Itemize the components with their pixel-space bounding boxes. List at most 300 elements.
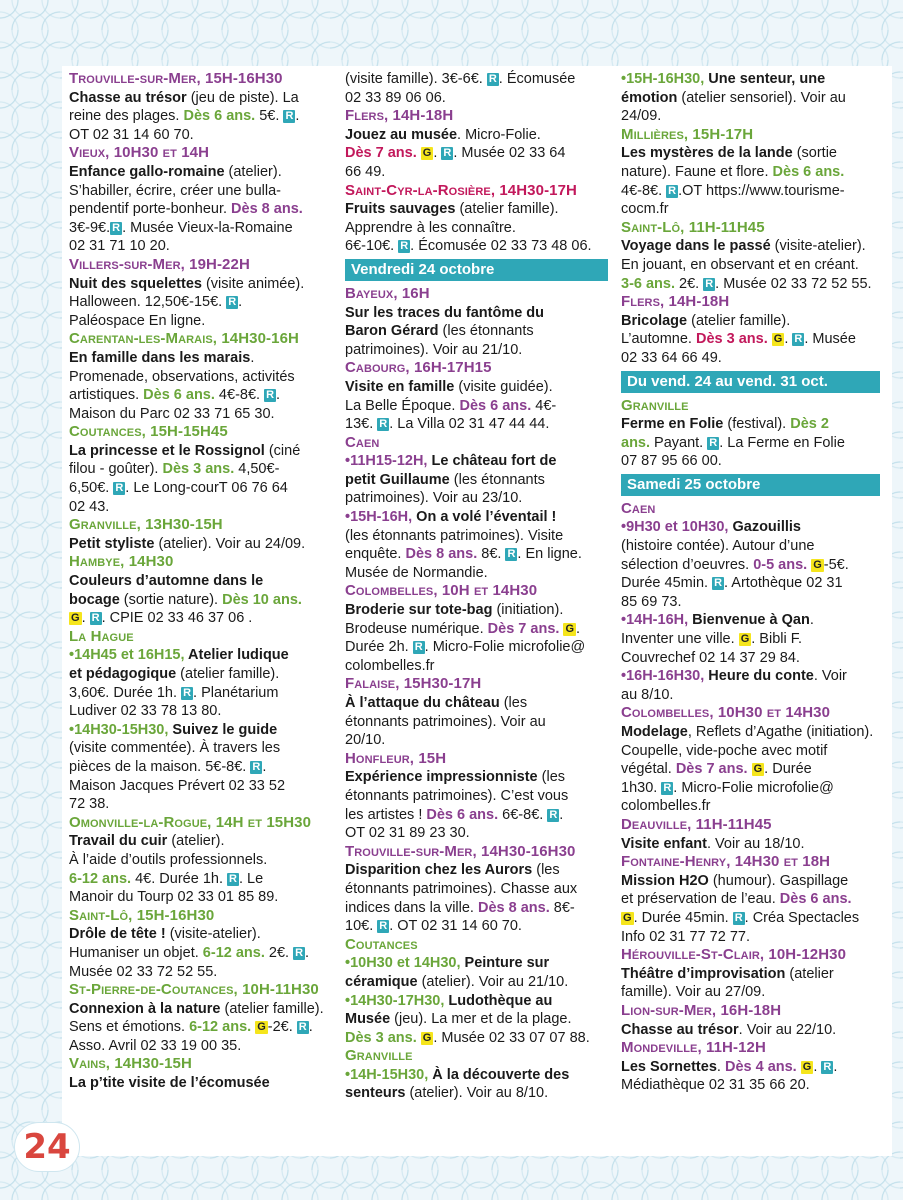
bold-text: Les Sornettes (621, 1058, 717, 1075)
event-entry (345, 434, 608, 583)
event-line (345, 322, 608, 341)
reservation-badge: R (379, 920, 388, 933)
age-label: Dès 3 ans. (695, 331, 768, 348)
event-text: Ludiver 02 33 78 13 80. (69, 703, 222, 720)
event-line (69, 535, 332, 554)
event-line (345, 89, 608, 108)
reservation-badge: R (714, 577, 723, 590)
event-text: (histoire contée). Autour d’une (621, 538, 815, 555)
event-line (621, 723, 880, 742)
free-badge: G (422, 1031, 432, 1044)
event-text: Info 02 31 77 72 77. (621, 928, 750, 945)
event-line (621, 107, 880, 126)
event-line (621, 872, 880, 891)
event-line (621, 965, 880, 984)
event-line (345, 341, 608, 360)
event-text: (les étonnants (449, 471, 545, 488)
reservation-badge: R (709, 436, 718, 449)
event-text: . Bibli F. (751, 631, 803, 648)
event-line (621, 330, 880, 349)
reservation-badge: R (228, 296, 237, 309)
event-text: Musée 02 33 72 52 55. (69, 963, 218, 980)
event-location: Carentan-les-Marais, 14H30-16H (69, 330, 299, 348)
event-text: (festival). (723, 416, 791, 433)
event-line (69, 870, 332, 889)
event-text: colombelles.fr (621, 798, 711, 815)
age-label: •16H-16H30, (621, 668, 709, 685)
age-label: Dès 8 ans. (231, 201, 303, 218)
event-entry (621, 293, 880, 367)
event-line (345, 70, 608, 89)
event-location: St-Pierre-de-Coutances, 10H-11H30 (69, 981, 319, 999)
event-line (345, 489, 608, 508)
reservation-badge: R (549, 808, 558, 821)
event-line (621, 835, 880, 854)
event-text: (visite commentée). À travers les (69, 740, 281, 757)
event-line (621, 593, 880, 612)
event-entry (69, 516, 332, 553)
bold-text: Musée (345, 1011, 391, 1028)
event-text: . (308, 1019, 313, 1036)
event-line (345, 694, 608, 713)
event-line (345, 917, 608, 936)
event-text: (atelier). Voir au 21/10. (417, 973, 569, 990)
event-location: Vieux, 10H30 et 14H (69, 144, 210, 162)
event-text: -2€. (267, 1019, 297, 1036)
event-line (69, 572, 332, 591)
age-label: •14H-15H30, (345, 1066, 433, 1083)
event-line (69, 665, 332, 684)
event-text: . (295, 108, 300, 125)
event-line (621, 256, 880, 275)
event-text: 07 87 95 66 00. (621, 453, 722, 470)
event-text: . Voir (813, 668, 847, 685)
age-label: 6-12 ans. (189, 1019, 252, 1036)
bold-text: Sur les traces du fantôme du (345, 304, 545, 321)
reservation-badge: R (663, 781, 672, 794)
age-label: Dès 6 ans. (183, 108, 256, 125)
event-entry (621, 1039, 880, 1095)
reservation-badge: R (734, 911, 743, 924)
event-text: OT 02 31 89 23 30. (345, 825, 470, 842)
event-line (345, 601, 608, 620)
bold-text: Les mystères de la lande (621, 145, 793, 162)
event-location: La Hague (69, 627, 134, 645)
event-text: 24/09. (621, 108, 662, 125)
event-entry (621, 126, 880, 219)
bold-text: Chasse au trésor (621, 1021, 739, 1038)
age-label: •14H45 et 16H15, (69, 647, 189, 664)
event-line (621, 797, 880, 816)
bold-text: Bienvenue à Qan (692, 612, 810, 629)
event-text: . (784, 331, 793, 348)
event-text: (atelier). Voir au 24/09. (154, 535, 306, 552)
event-line (621, 742, 880, 761)
event-location: Bayeux, 16H (345, 284, 430, 302)
event-text: 8€- (549, 899, 575, 916)
event-line (621, 890, 880, 909)
event-text: filou - goûter). (69, 461, 163, 478)
event-text: (initiation). (492, 602, 564, 619)
event-text: . Écomusée (498, 71, 576, 87)
free-badge: G (802, 1060, 812, 1073)
age-label: •15H-16H, (345, 509, 417, 526)
event-line (345, 713, 608, 732)
event-line (621, 415, 880, 434)
reservation-badge: R (488, 73, 497, 85)
event-line (345, 973, 608, 992)
bold-text: Disparition chez les Aurors (345, 862, 533, 879)
age-label: Dès 6 ans. (426, 806, 499, 823)
event-text: 2€. (675, 275, 704, 292)
event-line (621, 275, 880, 294)
event-location: Flers, 14H-18H (621, 293, 730, 311)
event-text: 4€-8€. (621, 182, 667, 199)
event-text: 4€- (531, 397, 557, 414)
event-line (345, 219, 608, 238)
free-badge: G (257, 1021, 266, 1034)
event-line (69, 758, 332, 777)
event-text: enquête. (345, 546, 406, 563)
bold-text: émotion (621, 89, 678, 106)
event-text: 5€. (255, 108, 284, 125)
event-text: Coupelle, vide-poche avec motif (621, 742, 828, 759)
event-line (69, 460, 332, 479)
event-line (69, 1018, 332, 1037)
age-label: •10H30 et 14H30, (345, 955, 465, 972)
event-line (345, 1084, 608, 1103)
event-text: (jeu). La mer et de la plage. (390, 1011, 572, 1028)
event-line (345, 731, 608, 750)
event-line (621, 452, 880, 471)
event-text: Brodeuse numérique. (345, 620, 488, 637)
bold-text: Atelier ludique (188, 647, 289, 664)
event-line (621, 434, 880, 453)
event-text: . Durée (764, 761, 812, 778)
event-text: 13€. (345, 416, 378, 433)
event-text: 4€. Durée 1h. (131, 870, 227, 887)
event-line (345, 824, 608, 843)
age-label: Dès 7 ans. (487, 620, 560, 637)
event-location: Trouville-sur-Mer, 15H-16H30 (69, 70, 283, 87)
event-location: Colombelles, 10H et 14H30 (345, 582, 538, 600)
event-text: 3€-9€. (69, 219, 111, 236)
bold-text: On a volé l’éventail ! (416, 509, 557, 526)
event-line (345, 415, 608, 434)
reservation-badge: R (400, 240, 409, 253)
event-line (621, 518, 880, 537)
event-text: . (833, 1058, 838, 1075)
event-line (345, 806, 608, 825)
event-text: 02 31 71 10 20. (69, 238, 170, 255)
event-line (69, 89, 332, 108)
event-line (69, 312, 332, 331)
date-header: Samedi 25 octobre (621, 474, 880, 496)
age-label: 6-12 ans. (69, 870, 132, 887)
page-number: 24 (14, 1122, 80, 1172)
event-text: pièces de la maison. 5€-8€. (69, 758, 251, 775)
event-text: (les étonnants patrimoines). Visite (345, 527, 564, 544)
event-line (621, 70, 880, 89)
event-location: Mondeville, 11H-12H (621, 1039, 766, 1057)
event-text: sélection d’oeuvres. (621, 556, 754, 573)
event-text: Manoir du Tourp 02 33 01 85 89. (69, 889, 279, 906)
event-entry (69, 423, 332, 516)
event-text: (humour). Gaspillage (708, 872, 849, 889)
event-line (345, 452, 608, 471)
age-label: Dès 6 ans. (772, 163, 845, 180)
event-text: Maison Jacques Prévert 02 33 52 (69, 777, 286, 794)
event-line (345, 545, 608, 564)
event-line (345, 899, 608, 918)
event-line (345, 200, 608, 219)
event-text: étonnants patrimoines). C’est vous (345, 787, 569, 804)
event-line (69, 275, 332, 294)
event-line (621, 556, 880, 575)
event-text: Apprendre à les connaître. (345, 219, 516, 236)
reservation-badge: R (414, 641, 423, 654)
event-line (345, 508, 608, 527)
age-label: Dès 7 ans. (675, 761, 748, 778)
event-entry (621, 70, 880, 126)
event-line (345, 471, 608, 490)
event-text: . Musée 02 33 07 07 88. (433, 1029, 590, 1046)
event-line (69, 795, 332, 814)
event-line (69, 591, 332, 610)
bold-text: Modelage (621, 724, 688, 740)
event-text: OT 02 31 14 60 70. (69, 126, 194, 143)
event-text: . Musée Vieux-la-Romaine (122, 219, 293, 236)
event-line (621, 574, 880, 593)
reservation-badge: R (285, 110, 294, 123)
event-text: pendentif porte-bonheur. (69, 201, 232, 218)
age-label: •14H30-17H30, (345, 992, 449, 1009)
bold-text: céramique (345, 973, 418, 990)
reservation-badge: R (229, 872, 237, 885)
event-line (621, 200, 880, 219)
event-text: (atelier (785, 965, 834, 982)
event-text: . Le Long-courT 06 76 64 (125, 480, 288, 497)
event-text: Asso. Avril 02 33 19 00 35. (69, 1037, 242, 1054)
bold-text: Gazouillis (732, 519, 801, 536)
event-line (345, 397, 608, 416)
event-line (621, 983, 880, 1002)
event-text: cocm.fr (621, 201, 669, 218)
event-text: À l’aide d’outils professionnels. (69, 851, 268, 868)
event-location: Omonville-la-Rogue, 14H et 15H30 (69, 813, 312, 831)
event-text: Promenade, observations, activités (69, 368, 295, 385)
reservation-badge: R (507, 548, 516, 561)
event-line (621, 760, 880, 779)
event-location: Villers-sur-Mer, 19H-22H (69, 255, 250, 273)
event-line (69, 200, 332, 219)
reservation-badge: R (443, 147, 452, 160)
event-text: et préservation de l’eau. (621, 891, 780, 908)
event-line (621, 686, 880, 705)
reservation-badge: R (252, 760, 261, 773)
event-location: Saint-Lô, 11H-11H45 (621, 218, 765, 236)
event-text: étonnants patrimoines). Voir au (345, 713, 546, 730)
event-text: . (262, 758, 267, 775)
event-text: Musée de Normandie. (345, 564, 488, 581)
event-entry (345, 582, 608, 675)
bold-text: Ferme en Folie (621, 416, 724, 433)
event-line (69, 944, 332, 963)
event-text: . La Ferme en Folie (719, 434, 845, 451)
event-location: Trouville-sur-Mer, 14H30-16H30 (345, 842, 576, 860)
bold-text: Drôle de tête ! (69, 926, 166, 943)
bold-text: Chasse au trésor (69, 89, 187, 106)
event-line (621, 537, 880, 556)
age-label: Dès 7 ans. (345, 145, 417, 162)
event-text: . Micro-Folie microfolie@ (424, 639, 586, 656)
event-text: . Musée 02 33 64 (453, 145, 566, 162)
reservation-badge: R (298, 1021, 307, 1034)
bold-text: Visite enfant (621, 835, 707, 852)
bold-text: petit Guillaume (345, 471, 450, 488)
event-text: . (250, 349, 255, 366)
event-line (69, 126, 332, 145)
bold-text: En famille dans les marais (69, 349, 251, 366)
event-location: Colombelles, 10H30 et 14H30 (621, 704, 831, 722)
event-line (69, 163, 332, 182)
age-label: Dès 8 ans. (478, 899, 550, 916)
event-line (621, 779, 880, 798)
age-label: Dès 3 ans. (162, 461, 235, 478)
event-text: indices dans la ville. (345, 899, 478, 916)
event-line (69, 832, 332, 851)
bold-text: Broderie sur tote-bag (345, 602, 493, 619)
column-3 (621, 70, 880, 1095)
event-text: (atelier famille). (687, 312, 791, 329)
event-line (345, 880, 608, 899)
bold-text: À l’attaque du château (345, 695, 500, 711)
event-text: (jeu de piste). La (186, 89, 299, 106)
free-badge: G (71, 612, 80, 625)
reservation-badge: R (91, 612, 100, 625)
age-label: Dès 4 ans. (724, 1058, 797, 1075)
event-entry (69, 144, 332, 256)
reservation-badge: R (115, 482, 124, 495)
event-line (69, 182, 332, 201)
event-text: (sortie nature). (119, 591, 223, 608)
bold-text: Bricolage (621, 312, 688, 329)
event-text: (atelier famille). (176, 666, 280, 682)
free-badge: G (773, 333, 783, 346)
event-text: 4,50€- (234, 461, 280, 478)
event-line (69, 702, 332, 721)
event-location: Falaise, 15H30-17H (345, 675, 482, 693)
event-text: En jouant, en observant et en créant. (621, 256, 859, 273)
event-text: 02 33 89 06 06. (345, 89, 446, 106)
event-text: (atelier). (167, 833, 225, 850)
event-text: étonnants patrimoines). Chasse aux (345, 880, 578, 897)
event-text: famille). Voir au 27/09. (621, 984, 766, 1001)
event-line (69, 1037, 332, 1056)
event-location: Flers, 14H-18H (345, 107, 454, 125)
event-line (69, 684, 332, 703)
event-entry (69, 330, 332, 423)
event-text: 6€-8€. (498, 806, 548, 823)
event-entry (69, 1055, 332, 1092)
event-text: . Écomusée 02 33 73 48 06. (410, 238, 592, 255)
event-line (345, 1066, 608, 1085)
event-text: . (238, 294, 243, 311)
event-text: . Artothèque 02 31 (724, 575, 843, 592)
event-line (621, 89, 880, 108)
event-text: . Durée 45min. (633, 909, 733, 926)
event-line (621, 667, 880, 686)
event-line (345, 527, 608, 546)
age-label: Dès 3 ans. (345, 1029, 417, 1046)
event-text: (sortie (792, 145, 837, 162)
event-line (69, 739, 332, 758)
event-line (69, 349, 332, 368)
date-header: Vendredi 24 octobre (345, 259, 608, 281)
event-text: (visite guidée). (454, 378, 553, 395)
event-line (621, 312, 880, 331)
event-text: . Musée 02 33 72 52 55. (715, 275, 872, 292)
event-line (345, 992, 608, 1011)
event-line (621, 909, 880, 928)
event-entry (69, 814, 332, 907)
event-line (69, 293, 332, 312)
event-location: Millières, 15H-17H (621, 125, 754, 143)
event-text: . En ligne. (517, 546, 582, 563)
event-text: . Micro-Folie microfolie@ (673, 779, 834, 796)
age-label: 6-12 ans. (202, 944, 265, 961)
event-text: 20/10. (345, 732, 386, 749)
event-text: . Planétarium (193, 684, 279, 701)
event-text: . Musée (804, 331, 856, 348)
event-text: 66 49. (345, 163, 386, 180)
event-location: Honfleur, 15H (345, 749, 447, 767)
event-text: . Créa Spectacles (744, 909, 860, 926)
event-location: Caen (345, 433, 380, 451)
event-text: 1h30. (621, 779, 662, 796)
reservation-badge: R (668, 184, 677, 197)
reservation-badge: R (794, 333, 803, 346)
event-text: Couvrechef 02 14 37 29 84. (621, 649, 800, 666)
event-text: (les (532, 862, 560, 879)
bold-text: Mission H2O (621, 872, 709, 889)
event-line (69, 888, 332, 907)
event-line (621, 611, 880, 630)
event-line (621, 349, 880, 368)
bold-text: Baron Gérard (345, 323, 439, 340)
event-entry (69, 907, 332, 981)
event-text: (ciné (264, 442, 301, 459)
event-text: . La Villa 02 31 47 44 44. (389, 416, 550, 433)
reservation-badge: R (112, 221, 121, 234)
event-text: . (716, 1058, 725, 1075)
age-label: Dès 2 (790, 416, 829, 433)
event-line (69, 963, 332, 982)
column-2 (345, 70, 608, 1103)
free-badge: G (565, 622, 575, 635)
reservation-badge: R (823, 1060, 832, 1073)
event-text: patrimoines). Voir au 21/10. (345, 341, 523, 358)
event-text: 2€. (264, 944, 294, 961)
event-entry (621, 816, 880, 853)
event-line (621, 163, 880, 182)
free-badge: G (740, 633, 750, 646)
event-entry (621, 704, 880, 816)
bold-text: Petit styliste (69, 535, 155, 552)
event-text: -5€. (823, 556, 849, 573)
age-label: 3-6 ans. (621, 275, 675, 292)
event-text: (atelier famille). (220, 1000, 324, 1017)
